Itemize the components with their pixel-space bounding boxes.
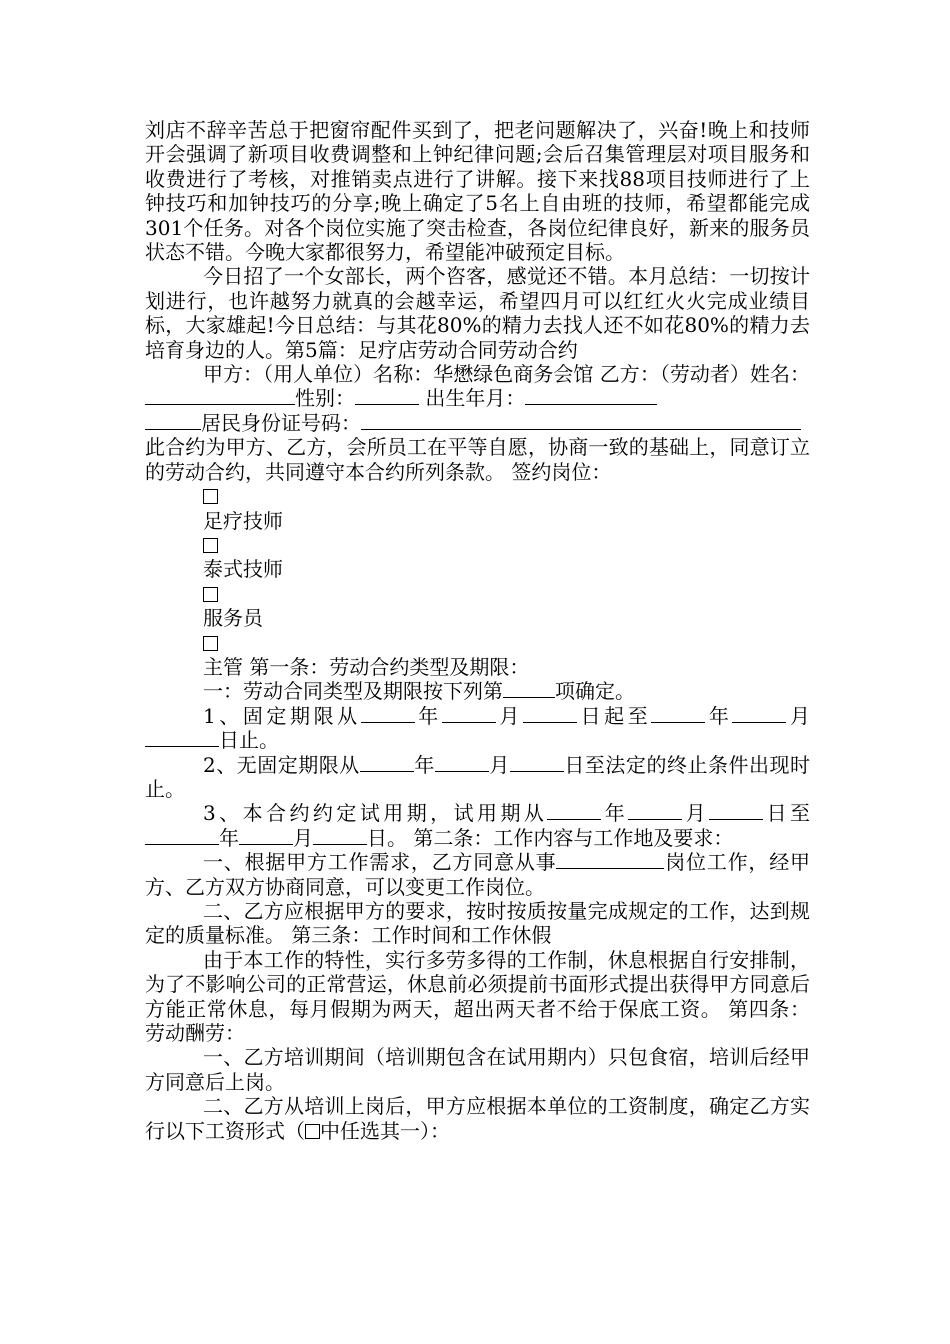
term-type-b: 项确定。: [555, 679, 635, 704]
year-label: 年: [413, 752, 435, 777]
day-to-label: 日至: [763, 801, 811, 826]
month-label: 月: [293, 825, 313, 850]
blank: [435, 753, 489, 772]
day-label: 日起至: [577, 703, 652, 728]
position-option-1: 足疗技师: [203, 508, 283, 533]
month-label: 月: [786, 703, 810, 728]
article-2-heading: 日。 第二条：工作内容与工作地及要求：: [367, 825, 734, 850]
checkbox-icon[interactable]: [203, 489, 218, 504]
blank: [732, 704, 786, 723]
year-label: 年: [414, 703, 442, 728]
id-line: [145, 411, 810, 435]
agreement-paragraph: 此合约为甲方、乙方，会所员工在平等自愿，协商一致的基础上，同意订立的劳动合约，共同遵守本合约所列条款。 签约岗位：: [145, 435, 810, 484]
checkbox-icon[interactable]: [203, 636, 218, 651]
id-lead-blank: [145, 411, 201, 430]
position-checkbox-2[interactable]: [145, 533, 810, 557]
birth-blank: [525, 386, 657, 405]
blank: [239, 826, 293, 845]
party-info: [145, 362, 810, 411]
year-label: 年: [705, 703, 733, 728]
document-body: [145, 118, 810, 1143]
article-1-heading: 主管 第一条：劳动合约类型及期限：: [203, 654, 530, 679]
name-blank: [145, 386, 295, 405]
position-option-2: 泰式技师: [203, 557, 283, 582]
blank: [442, 704, 496, 723]
blank: [145, 728, 219, 747]
duty-1-a: 一、根据甲方工作需求，乙方同意从事: [203, 850, 557, 875]
pay-2-a: 二、乙方从培训上岗后，甲方应根据本单位的工资制度，确定乙方实行以下工资形式（: [145, 1094, 810, 1143]
pay-2: [145, 1094, 810, 1143]
day-end-label: 日止。: [219, 728, 279, 753]
term-type-a: 一：劳动合同类型及期限按下列第: [203, 679, 503, 704]
term-blank: [503, 679, 555, 698]
position-checkbox-4[interactable]: [145, 631, 810, 655]
year-label: 年: [601, 801, 629, 826]
pay-1: 一、乙方培训期间（培训期包含在试用期内）只包食宿，培训后经甲方同意后上岗。: [145, 1045, 810, 1094]
blank: [523, 704, 577, 723]
blank: [510, 753, 564, 772]
id-label: 居民身份证号码：: [201, 410, 361, 435]
duty-1-b: 岗位工作，经甲方、乙方双方协商同意，可以变更工作岗位。: [145, 850, 811, 899]
position-blank: [556, 850, 664, 869]
year-label: 年: [219, 825, 239, 850]
open-term-label: 2、无固定期限从: [203, 752, 360, 777]
blank: [547, 801, 601, 820]
checkbox-icon: [305, 1124, 320, 1139]
work-time-paragraph: 由于本工作的特性，实行多劳多得的工作制，休息根据自行安排制，为了不影响公司的正常营运，休息前必须提前书面形式提出获得甲方同意后方能正常休息，每月假期为两天，超出两天者不给于保底工资。 第四条：劳动酬劳：: [145, 947, 810, 1046]
fixed-term-line: [145, 704, 810, 753]
id-blank: [361, 411, 801, 430]
position-checkbox-3[interactable]: [145, 582, 810, 606]
paragraph-diary-1: 刘店不辞辛苦总于把窗帘配件买到了，把老问题解决了，兴奋!晚上和技师开会强调了新项目收费调整和上钟纪律问题;会后召集管理层对项目服务和收费进行了考核，对推销卖点进行了讲解。接下来找88项目技师进行了上钟技巧和加钟技巧的分享;晚上确定了5名上自由班的技师，希望都能完成301个任务。对各个岗位实施了突击检查，各岗位纪律良好，新来的服务员状态不错。今晚大家都很努力，希望能冲破预定目标。: [145, 118, 810, 265]
gender-label: 性别：: [295, 386, 355, 411]
open-term-line: [145, 753, 810, 802]
fixed-term-label: 1、固定期限从: [203, 703, 361, 728]
day-to-label: 日至法定的终止条件出现时止。: [145, 752, 811, 801]
blank: [361, 704, 415, 723]
month-label: 月: [682, 801, 710, 826]
blank: [651, 704, 705, 723]
checkbox-icon[interactable]: [203, 538, 218, 553]
term-type: [145, 679, 810, 703]
pay-2-b: 中任选其一）：: [320, 1118, 450, 1143]
duty-2: 二、乙方应根据甲方的要求，按时按质按量完成规定的工作，达到规定的质量标准。 第三条：工作时间和工作休假: [145, 899, 810, 948]
probation-label: 3、本合约约定试用期，试用期从: [203, 801, 548, 826]
birth-label: 出生年月：: [419, 386, 526, 411]
probation-line: [145, 801, 810, 850]
month-label: 月: [495, 703, 523, 728]
position-option-3: 服务员: [203, 606, 263, 631]
blank: [145, 826, 219, 845]
blank: [628, 801, 682, 820]
paragraph-diary-2: 今日招了一个女部长，两个咨客，感觉还不错。本月总结：一切按计划进行，也许越努力就真的会越幸运，希望四月可以红红火火完成业绩目标，大家雄起!今日总结：与其花80%的精力去找人还不如花80%的精力去培育身边的人。第5篇：足疗店劳动合同劳动合约: [145, 264, 810, 362]
party-line: 甲方：（用人单位）名称：华懋绿色商务会馆 乙方：（劳动者）姓名：: [203, 362, 810, 387]
checkbox-icon[interactable]: [203, 587, 218, 602]
blank: [313, 826, 367, 845]
position-checkbox-1[interactable]: [145, 484, 810, 508]
gender-blank: [355, 386, 419, 405]
month-label: 月: [488, 752, 510, 777]
blank: [709, 801, 763, 820]
blank: [360, 753, 414, 772]
duty-1: [145, 850, 810, 899]
